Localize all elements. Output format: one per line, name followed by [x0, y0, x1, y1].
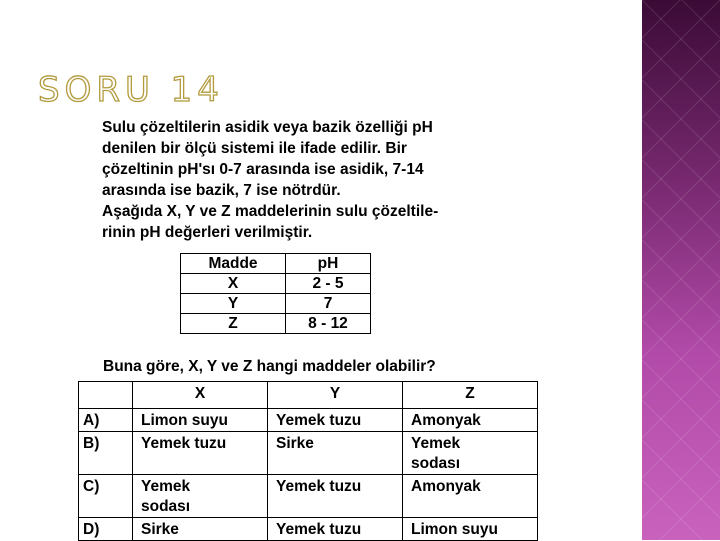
option-y: Yemek tuzu [268, 518, 403, 541]
ph-cell-substance: Y [181, 294, 286, 314]
ph-table [180, 253, 371, 334]
question-line: çözeltinin pH'sı 0-7 arasında ise asidik, 7-14 [102, 161, 424, 178]
question-line: denilen bir ölçü sistemi ile ifade edilir. Bir [102, 140, 407, 157]
ph-cell-value: 7 [286, 294, 371, 314]
answer-option-a[interactable] [79, 409, 538, 432]
option-y: Yemek tuzu [268, 409, 403, 432]
ph-header-substance: Madde [181, 254, 286, 274]
answer-option-d[interactable] [79, 518, 538, 541]
question-text [102, 117, 582, 243]
option-z: Amonyak [403, 475, 538, 518]
option-key: D) [79, 518, 133, 541]
slide-title: SORU 14 [38, 70, 224, 110]
ph-header-ph: pH [286, 254, 371, 274]
answer-options-table [78, 381, 538, 541]
option-x: Limon suyu [133, 409, 268, 432]
question-line: Aşağıda X, Y ve Z maddelerinin sulu çözeltile- [102, 203, 439, 220]
option-key: B) [79, 432, 133, 475]
option-z: Yemek sodası [403, 432, 538, 475]
option-key: C) [79, 475, 133, 518]
diamond-pattern [642, 0, 720, 540]
answer-option-c[interactable] [79, 475, 538, 518]
answer-header-blank [79, 382, 133, 409]
ph-table-header [181, 254, 371, 274]
ph-cell-value: 8 - 12 [286, 314, 371, 334]
answer-header-z: Z [403, 382, 538, 409]
ph-cell-substance: X [181, 274, 286, 294]
option-y: Sirke [268, 432, 403, 475]
question-prompt: Buna göre, X, Y ve Z hangi maddeler olabilir? [103, 358, 436, 375]
option-z: Amonyak [403, 409, 538, 432]
ph-cell-value: 2 - 5 [286, 274, 371, 294]
answer-header-x: X [133, 382, 268, 409]
answer-header-y: Y [268, 382, 403, 409]
question-line: Sulu çözeltilerin asidik veya bazik özelliği pH [102, 119, 433, 136]
option-x: Yemek sodası [133, 475, 268, 518]
option-y: Yemek tuzu [268, 475, 403, 518]
table-row [181, 314, 371, 334]
option-x: Sirke [133, 518, 268, 541]
option-z: Limon suyu [403, 518, 538, 541]
table-row [181, 274, 371, 294]
question-line: arasında ise bazik, 7 ise nötrdür. [102, 182, 341, 199]
decorative-side-panel [642, 0, 720, 540]
option-key: A) [79, 409, 133, 432]
answer-option-b[interactable] [79, 432, 538, 475]
question-line: rinin pH değerleri verilmiştir. [102, 224, 313, 241]
answer-table-header [79, 382, 538, 409]
option-x: Yemek tuzu [133, 432, 268, 475]
ph-cell-substance: Z [181, 314, 286, 334]
table-row [181, 294, 371, 314]
